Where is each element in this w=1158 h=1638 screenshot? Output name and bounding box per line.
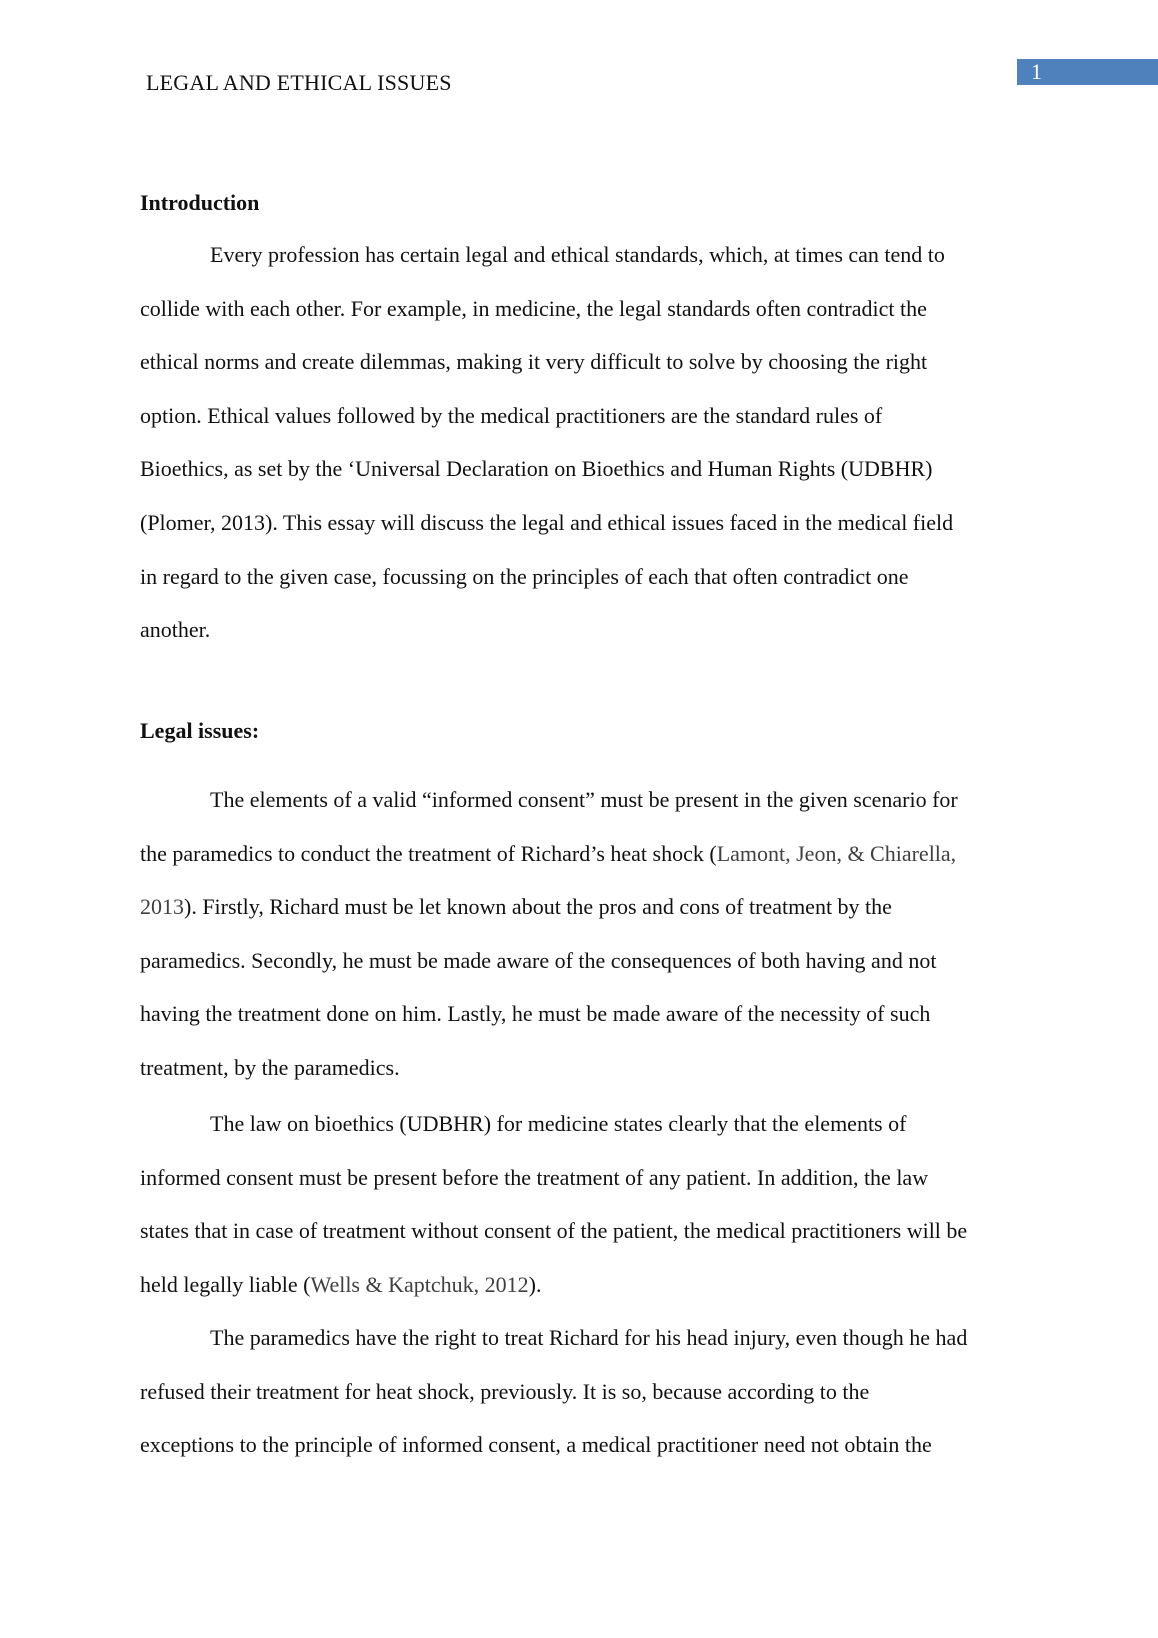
citation: Lamont, Jeon, & Chiarella,	[716, 840, 957, 866]
intro-line: ethical norms and create dilemmas, making it very difficult to solve by choosing the right	[140, 349, 928, 375]
introduction-heading: Introduction	[140, 190, 260, 215]
legal-p1-line: 2013). Firstly, Richard must be let known about the pros and cons of treatment by the	[140, 894, 892, 920]
introduction-paragraph	[140, 228, 1020, 657]
intro-line: Every profession has certain legal and ethical standards, which, at times can tend to	[210, 242, 945, 267]
intro-line: (Plomer, 2013). This essay will discuss the legal and ethical issues faced in the medical field	[140, 509, 954, 535]
intro-line: in regard to the given case, focussing on the principles of each that often contradict one	[140, 563, 909, 589]
legal-paragraph-3	[140, 1311, 1020, 1472]
legal-p3-line: exceptions to the principle of informed consent, a medical practitioner need not obtain the	[140, 1432, 932, 1458]
legal-paragraph-1	[140, 773, 1020, 1095]
legal-issues-heading: Legal issues:	[140, 718, 260, 743]
intro-line: option. Ethical values followed by the medical practitioners are the standard rules of	[140, 402, 883, 428]
intro-line: another.	[140, 617, 211, 643]
legal-paragraph-2	[140, 1097, 1020, 1311]
legal-p3-line: refused their treatment for heat shock, previously. It is so, because according to the	[140, 1378, 870, 1404]
legal-p1-line: the paramedics to conduct the treatment of Richard’s heat shock (Lamont, Jeon, & Chiarella,	[140, 840, 957, 866]
legal-p1-line: treatment, by the paramedics.	[140, 1054, 400, 1080]
page-number: 1	[1017, 59, 1158, 85]
intro-line: collide with each other. For example, in medicine, the legal standards often contradict the	[140, 295, 927, 321]
citation: 2013	[140, 894, 184, 920]
legal-p2-line: The law on bioethics (UDBHR) for medicine states clearly that the elements of	[210, 1111, 907, 1136]
legal-p2-line: states that in case of treatment without consent of the patient, the medical practitioners will be	[140, 1218, 968, 1244]
legal-p2-line: held legally liable (Wells & Kaptchuk, 2012).	[140, 1271, 542, 1297]
legal-p1-line: The elements of a valid “informed consent” must be present in the given scenario for	[210, 787, 958, 812]
citation: Wells & Kaptchuk, 2012	[310, 1271, 529, 1297]
legal-p1-line: paramedics. Secondly, he must be made aware of the consequences of both having and not	[140, 947, 937, 973]
intro-line: Bioethics, as set by the ‘Universal Declaration on Bioethics and Human Rights (UDBHR)	[140, 456, 933, 482]
legal-p2-line: informed consent must be present before the treatment of any patient. In addition, the law	[140, 1164, 929, 1190]
legal-issues-section	[140, 718, 1020, 744]
running-head: LEGAL AND ETHICAL ISSUES	[146, 70, 452, 95]
legal-p1-line: having the treatment done on him. Lastly, he must be made aware of the necessity of such	[140, 1001, 931, 1027]
introduction-section	[140, 190, 1020, 216]
legal-p3-line: The paramedics have the right to treat Richard for his head injury, even though he had	[210, 1325, 968, 1350]
